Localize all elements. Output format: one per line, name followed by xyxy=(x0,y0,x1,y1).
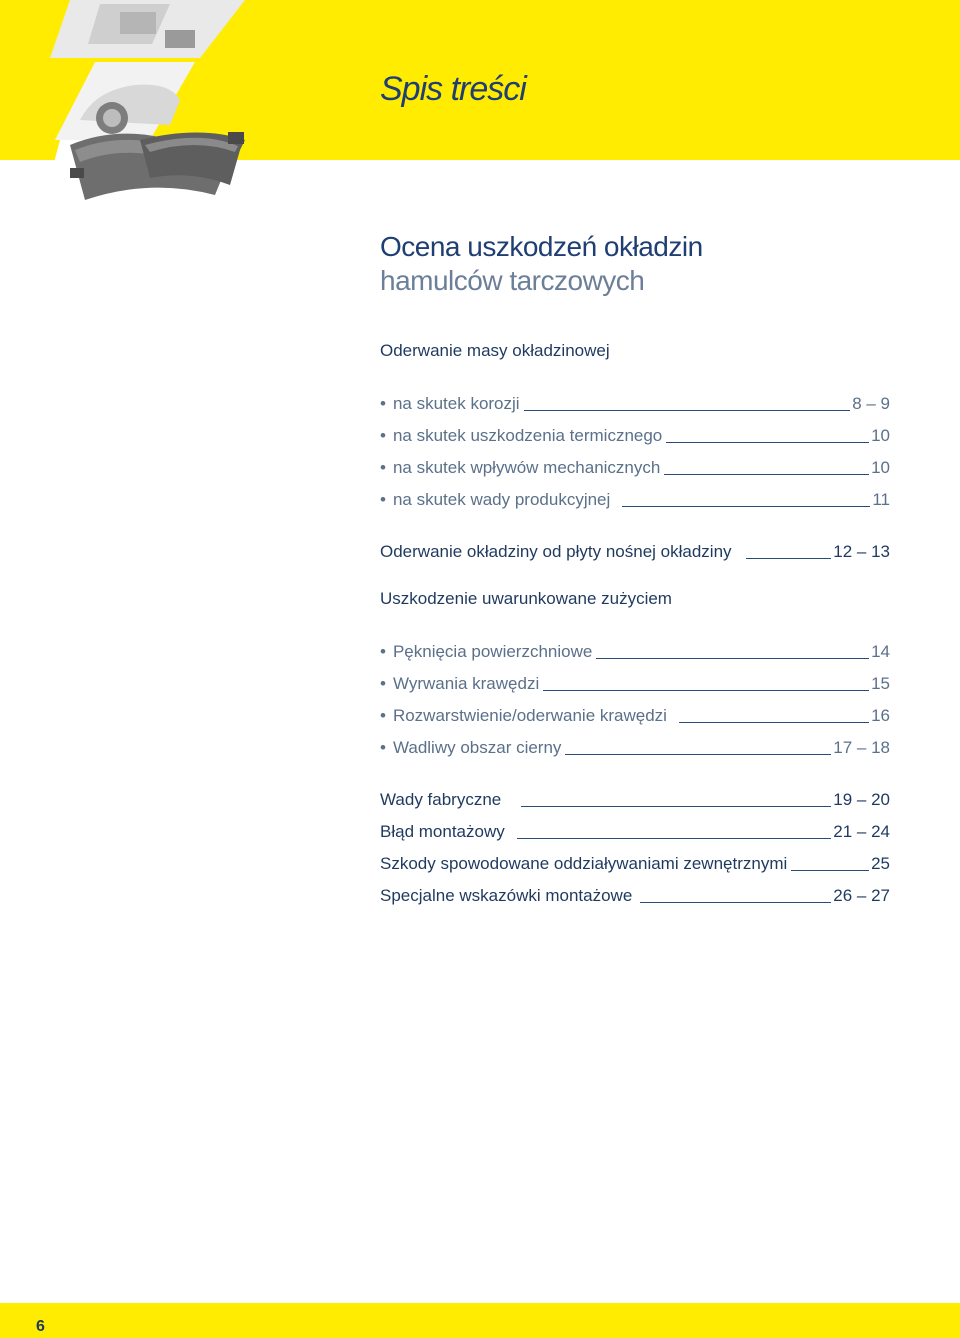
toc-entry-label: • na skutek wpływów mechanicznych xyxy=(380,458,660,478)
dot-leader xyxy=(746,557,832,559)
toc-entry[interactable] xyxy=(380,702,890,726)
brake-pads-hero-image xyxy=(40,0,270,215)
toc-entry-label: • na skutek korozji xyxy=(380,394,520,414)
toc-entry-label: • na skutek uszkodzenia termicznego xyxy=(380,426,662,446)
toc-entry-label: Wady fabryczne xyxy=(380,790,502,809)
group1-heading: Oderwanie masy okładzinowej xyxy=(380,341,610,360)
toc-entry[interactable] xyxy=(380,670,890,694)
toc-entry-page: 10 xyxy=(871,426,890,445)
toc-entry-label: • Rozwarstwienie/oderwanie krawędzi xyxy=(380,706,667,726)
toc-entry-page: 25 xyxy=(871,854,890,873)
toc-entry-page: 14 xyxy=(871,642,890,661)
toc-entry-page: 17 – 18 xyxy=(833,738,890,757)
dot-leader xyxy=(622,505,870,507)
footer-band xyxy=(0,1303,960,1338)
toc-entry-page: 21 – 24 xyxy=(833,822,890,841)
dot-leader xyxy=(517,837,832,839)
toc-entry[interactable] xyxy=(380,638,890,662)
toc-entry-label: Błąd montażowy xyxy=(380,822,505,841)
toc-entry-page: 10 xyxy=(871,458,890,477)
dot-leader xyxy=(524,409,851,411)
toc-entry[interactable] xyxy=(380,734,890,758)
dot-leader xyxy=(596,657,869,659)
dot-leader xyxy=(521,805,831,807)
dot-leader xyxy=(565,753,831,755)
toc-entry[interactable] xyxy=(380,818,890,842)
dot-leader xyxy=(640,901,831,903)
toc-entry[interactable] xyxy=(380,882,890,906)
section-title-line1: Ocena uszkodzeń okładzin xyxy=(380,231,703,262)
group2-heading: Uszkodzenie uwarunkowane zużyciem xyxy=(380,589,672,608)
toc-entry-label: • Wadliwy obszar cierny xyxy=(380,738,561,758)
toc-entry[interactable] xyxy=(380,422,890,446)
toc-entry[interactable] xyxy=(380,538,890,562)
toc-entry-label: • na skutek wady produkcyjnej xyxy=(380,490,610,510)
page-number: 6 xyxy=(36,1318,45,1335)
toc-entry-page: 19 – 20 xyxy=(833,790,890,809)
dot-leader xyxy=(543,689,869,691)
page-title: Spis treści xyxy=(380,70,526,108)
toc-entry-label: • Wyrwania krawędzi xyxy=(380,674,539,694)
toc-entry-label: Specjalne wskazówki montażowe xyxy=(380,886,633,905)
toc-entry-label: • Pęknięcia powierzchniowe xyxy=(380,642,592,662)
section-title xyxy=(380,230,703,298)
toc-entry[interactable] xyxy=(380,454,890,478)
dot-leader xyxy=(679,721,869,723)
toc-entry-page: 26 – 27 xyxy=(833,886,890,905)
toc-entry-page: 12 – 13 xyxy=(833,542,890,561)
toc-entry-label: Oderwanie okładziny od płyty nośnej okładziny xyxy=(380,542,732,561)
toc-entry-page: 8 – 9 xyxy=(852,394,890,413)
dot-leader xyxy=(664,473,869,475)
dot-leader xyxy=(791,869,869,871)
toc-entry[interactable] xyxy=(380,390,890,414)
toc-entry-page: 11 xyxy=(872,490,890,509)
toc-entry[interactable] xyxy=(380,786,890,810)
section-title-line2: hamulców tarczowych xyxy=(380,265,645,296)
toc-entry-page: 15 xyxy=(871,674,890,693)
dot-leader xyxy=(666,441,869,443)
toc-entry-label: Szkody spowodowane oddziaływaniami zewnętrznymi xyxy=(380,854,788,873)
toc-entry[interactable] xyxy=(380,850,890,874)
toc-entry[interactable] xyxy=(380,486,890,510)
toc-entry-page: 16 xyxy=(871,706,890,725)
